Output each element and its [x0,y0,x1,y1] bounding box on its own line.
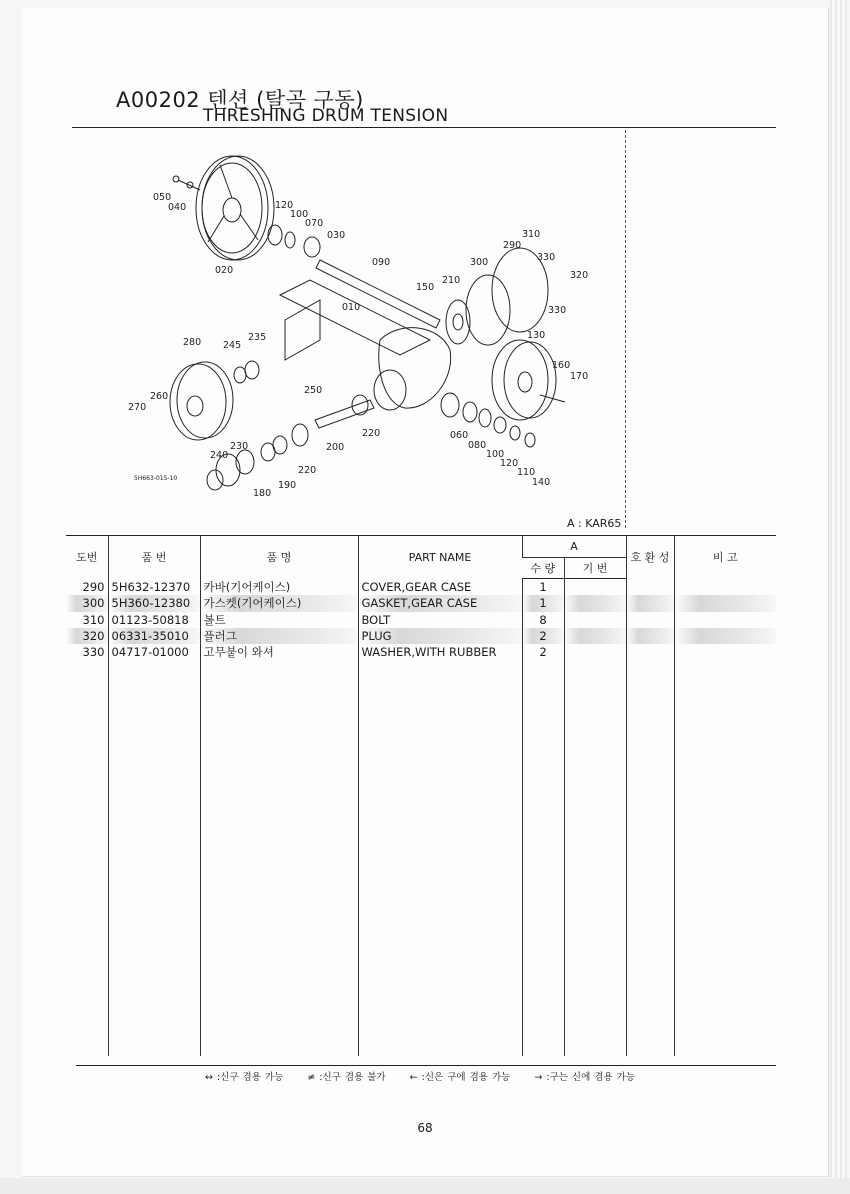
cell-compatibility [626,628,674,644]
callout-270: 270 [128,402,147,413]
empty-cell [674,660,776,1056]
callout-160: 160 [552,360,571,371]
callout-290: 290 [503,240,522,251]
cell-remarks [674,612,776,628]
cell-part-name: WASHER,WITH RUBBER [358,644,522,660]
callout-320: 320 [570,270,589,281]
table-row [66,595,776,611]
callout-240: 240 [210,450,229,461]
page-title: A00202 텐션 (탈곡 구동) [116,88,364,112]
cell-serial [564,595,626,611]
callout-060: 060 [450,430,469,441]
compatibility-legend [205,1069,655,1083]
cell-serial [564,612,626,628]
callout-310: 310 [522,229,541,240]
cell-quantity: 8 [522,612,564,628]
parts-table-body [66,579,776,1057]
callout-150: 150 [416,282,435,293]
table-row [66,612,776,628]
diagram-divider [625,130,626,528]
empty-cell [522,660,564,1056]
callout-020: 020 [215,265,234,276]
page-number: 68 [417,1121,433,1135]
cell-part-name: GASKET,GEAR CASE [358,595,522,611]
cell-compatibility [626,612,674,628]
callout-140: 140 [532,477,551,488]
callout-190: 190 [278,480,297,491]
callout-070: 070 [305,218,324,229]
cell-quantity: 1 [522,595,564,611]
cell-compatibility [626,644,674,660]
callout-300: 300 [470,257,489,268]
callout-080: 080 [468,440,487,451]
callout-220a: 220 [362,428,381,439]
cell-part-number: 5H632-12370 [108,579,200,596]
cell-part-name: COVER,GEAR CASE [358,579,522,596]
callout-090: 090 [372,257,391,268]
exploded-parts-diagram [120,150,600,505]
callout-220b: 220 [298,465,317,476]
callout-100b: 100 [486,449,505,460]
cell-name-kr: 가스켓(기어케이스) [200,595,358,611]
header-remarks: 비 고 [674,536,776,579]
callout-330a: 330 [537,252,556,263]
legend-old-to-new: → :구는 신에 겸용 가능 [534,1072,635,1083]
header-serial: 기 번 [564,558,626,579]
callout-130: 130 [527,330,546,341]
callout-030: 030 [327,230,346,241]
parts-table [66,535,776,1056]
legend-not: ≠ :신구 겸용 불가 [307,1072,386,1083]
header-model-a: A [522,536,626,558]
cell-part-number: 5H360-12380 [108,595,200,611]
legend-both: ↔ :신구 겸용 가능 [205,1072,284,1083]
cell-remarks [674,628,776,644]
cell-quantity: 2 [522,644,564,660]
header-part-number-kr: 품 번 [108,536,200,579]
callout-170: 170 [570,371,589,382]
callout-235: 235 [248,332,267,343]
exploded-view-drawing [120,150,600,505]
callout-050: 050 [153,192,172,203]
page-edge-bottom [0,1178,850,1194]
page-subtitle: THRESHING DRUM TENSION [203,106,449,126]
callout-040: 040 [168,202,187,213]
cell-name-kr: 고무붙이 와셔 [200,644,358,660]
table-row [66,628,776,644]
cell-quantity: 2 [522,628,564,644]
cell-serial [564,579,626,596]
cell-remarks [674,579,776,596]
table-row [66,644,776,660]
cell-name-kr: 카바(기어케이스) [200,579,358,596]
legend-new-to-old: ← :신은 구에 겸용 가능 [409,1072,511,1083]
empty-cell [66,660,108,1056]
cell-serial [564,644,626,660]
cell-name-kr: 플러그 [200,628,358,644]
callout-330b: 330 [548,305,567,316]
callout-210: 210 [442,275,461,286]
cell-compatibility [626,595,674,611]
callout-010: 010 [342,302,361,313]
table-empty-space [66,660,776,1056]
cell-part-name: BOLT [358,612,522,628]
cell-part-name: PLUG [358,628,522,644]
header-part-name-kr: 품 명 [200,536,358,579]
cell-part-number: 04717-01000 [108,644,200,660]
drawing-number: 5H663-015-10 [134,475,178,482]
cell-ref-no: 300 [66,595,108,611]
cell-ref-no: 310 [82,612,105,627]
title-rule [72,127,776,128]
cell-quantity: 1 [522,579,564,596]
callout-250: 250 [304,385,323,396]
cell-compatibility [626,579,674,596]
cell-serial [564,628,626,644]
header-part-name: PART NAME [358,536,522,579]
callout-120: 120 [275,200,294,211]
callout-260: 260 [150,391,169,402]
callout-180: 180 [253,488,272,499]
cell-name-kr: 볼트 [200,612,358,628]
cell-ref-no: 290 [82,579,105,594]
header-quantity: 수 량 [522,558,564,579]
callout-200: 200 [326,442,345,453]
empty-cell [108,660,200,1056]
callout-120b: 120 [500,458,519,469]
callout-280: 280 [183,337,202,348]
page-edge-right [830,0,850,1194]
callout-245: 245 [223,340,242,351]
callout-110: 110 [517,467,536,478]
pulley-020-shape [196,156,268,260]
table-row [66,579,776,596]
cell-part-number: 06331-35010 [108,628,200,644]
header-dobeon: 도번 [66,536,108,579]
table-bottom-rule [76,1065,776,1066]
cell-part-number: 01123-50818 [108,612,200,628]
cell-ref-no: 330 [82,645,105,660]
empty-cell [626,660,674,1056]
header-compatibility: 호 환 성 [626,536,674,579]
empty-cell [200,660,358,1056]
empty-cell [564,660,626,1056]
model-label: A : KAR65 [567,517,622,530]
cell-remarks [674,644,776,660]
callout-230: 230 [230,441,249,452]
callout-100: 100 [290,209,309,220]
cell-remarks [674,595,776,611]
empty-cell [358,660,522,1056]
cell-ref-no: 320 [66,628,108,644]
